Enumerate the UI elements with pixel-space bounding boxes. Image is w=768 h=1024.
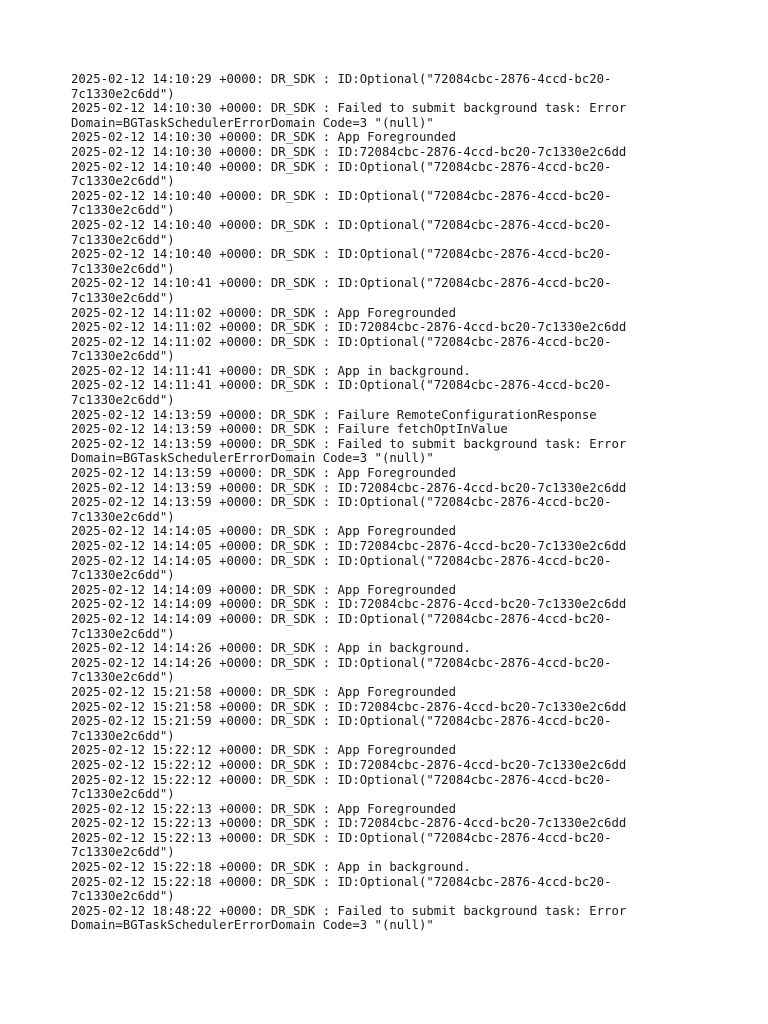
log-line: 2025-02-12 14:14:26 +0000: DR_SDK : ID:Optional("72084cbc-2876-4ccd-bc20- [71, 655, 612, 670]
log-line: 7c1330e2c6dd") [71, 568, 175, 583]
log-line: 7c1330e2c6dd") [71, 889, 175, 904]
log-line: 2025-02-12 14:14:09 +0000: DR_SDK : ID:72084cbc-2876-4ccd-bc20-7c1330e2c6dd [71, 597, 627, 612]
log-line: 2025-02-12 14:10:30 +0000: DR_SDK : ID:72084cbc-2876-4ccd-bc20-7c1330e2c6dd [71, 144, 627, 159]
log-line: 2025-02-12 14:10:40 +0000: DR_SDK : ID:Optional("72084cbc-2876-4ccd-bc20- [71, 159, 612, 174]
log-line: 2025-02-12 14:14:26 +0000: DR_SDK : App in background. [71, 641, 471, 656]
log-line: 2025-02-12 14:10:40 +0000: DR_SDK : ID:Optional("72084cbc-2876-4ccd-bc20- [71, 188, 612, 203]
log-line: 2025-02-12 14:13:59 +0000: DR_SDK : ID:Optional("72084cbc-2876-4ccd-bc20- [71, 495, 612, 510]
log-line: 2025-02-12 15:21:58 +0000: DR_SDK : ID:72084cbc-2876-4ccd-bc20-7c1330e2c6dd [71, 699, 627, 714]
log-line: 7c1330e2c6dd") [71, 393, 175, 408]
log-line: 2025-02-12 14:11:02 +0000: DR_SDK : App Foregrounded [71, 305, 456, 320]
log-line: 7c1330e2c6dd") [71, 232, 175, 247]
log-line: 2025-02-12 14:13:59 +0000: DR_SDK : Failure fetchOptInValue [71, 422, 508, 437]
log-line: 2025-02-12 14:11:41 +0000: DR_SDK : ID:Optional("72084cbc-2876-4ccd-bc20- [71, 378, 612, 393]
log-line: Domain=BGTaskSchedulerErrorDomain Code=3 "(null)" [71, 918, 434, 933]
log-line: 2025-02-12 14:11:41 +0000: DR_SDK : App in background. [71, 363, 471, 378]
log-line: 2025-02-12 15:22:18 +0000: DR_SDK : ID:Optional("72084cbc-2876-4ccd-bc20- [71, 874, 612, 889]
log-line: 2025-02-12 15:22:12 +0000: DR_SDK : ID:72084cbc-2876-4ccd-bc20-7c1330e2c6dd [71, 757, 627, 772]
log-line: 2025-02-12 15:22:13 +0000: DR_SDK : ID:Optional("72084cbc-2876-4ccd-bc20- [71, 830, 612, 845]
log-line: 2025-02-12 15:22:13 +0000: DR_SDK : App Foregrounded [71, 801, 456, 816]
log-line: 7c1330e2c6dd") [71, 86, 175, 101]
log-line: 2025-02-12 14:13:59 +0000: DR_SDK : Failed to submit background task: Error [71, 436, 627, 451]
log-line: Domain=BGTaskSchedulerErrorDomain Code=3 "(null)" [71, 451, 434, 466]
log-line: 2025-02-12 15:21:58 +0000: DR_SDK : App Foregrounded [71, 684, 456, 699]
log-line: 7c1330e2c6dd") [71, 626, 175, 641]
log-line: 2025-02-12 15:21:59 +0000: DR_SDK : ID:Optional("72084cbc-2876-4ccd-bc20- [71, 714, 612, 729]
log-line: 7c1330e2c6dd") [71, 261, 175, 276]
log-line: 2025-02-12 14:10:30 +0000: DR_SDK : App Foregrounded [71, 130, 456, 145]
log-line: 7c1330e2c6dd") [71, 845, 175, 860]
log-line: 2025-02-12 14:11:02 +0000: DR_SDK : ID:72084cbc-2876-4ccd-bc20-7c1330e2c6dd [71, 320, 627, 335]
log-line: 2025-02-12 18:48:22 +0000: DR_SDK : Failed to submit background task: Error [71, 903, 627, 918]
log-line: 2025-02-12 14:13:59 +0000: DR_SDK : Failure RemoteConfigurationResponse [71, 407, 597, 422]
log-line: 2025-02-12 14:14:09 +0000: DR_SDK : App Foregrounded [71, 582, 456, 597]
log-text-block [71, 72, 751, 933]
log-line: 2025-02-12 15:22:18 +0000: DR_SDK : App in background. [71, 860, 471, 875]
log-line: 7c1330e2c6dd") [71, 174, 175, 189]
log-line: 2025-02-12 14:14:05 +0000: DR_SDK : App Foregrounded [71, 524, 456, 539]
log-line: 2025-02-12 14:10:30 +0000: DR_SDK : Failed to submit background task: Error [71, 101, 627, 116]
log-line: 7c1330e2c6dd") [71, 203, 175, 218]
log-line: 2025-02-12 14:10:40 +0000: DR_SDK : ID:Optional("72084cbc-2876-4ccd-bc20- [71, 217, 612, 232]
log-line: 7c1330e2c6dd") [71, 509, 175, 524]
log-line: 2025-02-12 14:14:05 +0000: DR_SDK : ID:72084cbc-2876-4ccd-bc20-7c1330e2c6dd [71, 539, 627, 553]
log-line: 2025-02-12 14:14:05 +0000: DR_SDK : ID:Optional("72084cbc-2876-4ccd-bc20- [71, 553, 612, 568]
log-line: Domain=BGTaskSchedulerErrorDomain Code=3 "(null)" [71, 115, 434, 130]
log-line: 2025-02-12 14:10:29 +0000: DR_SDK : ID:Optional("72084cbc-2876-4ccd-bc20- [71, 72, 612, 86]
log-line: 2025-02-12 14:13:59 +0000: DR_SDK : App Foregrounded [71, 466, 456, 481]
log-line: 2025-02-12 14:14:09 +0000: DR_SDK : ID:Optional("72084cbc-2876-4ccd-bc20- [71, 611, 612, 626]
log-line: 7c1330e2c6dd") [71, 787, 175, 802]
log-line: 7c1330e2c6dd") [71, 349, 175, 364]
log-line: 2025-02-12 14:10:41 +0000: DR_SDK : ID:Optional("72084cbc-2876-4ccd-bc20- [71, 276, 612, 291]
log-line: 7c1330e2c6dd") [71, 290, 175, 305]
log-line: 7c1330e2c6dd") [71, 670, 175, 685]
log-line: 7c1330e2c6dd") [71, 728, 175, 743]
log-line: 2025-02-12 14:11:02 +0000: DR_SDK : ID:Optional("72084cbc-2876-4ccd-bc20- [71, 334, 612, 349]
log-line: 2025-02-12 15:22:12 +0000: DR_SDK : App Foregrounded [71, 743, 456, 758]
log-line: 2025-02-12 15:22:12 +0000: DR_SDK : ID:Optional("72084cbc-2876-4ccd-bc20- [71, 772, 612, 787]
log-line: 2025-02-12 14:13:59 +0000: DR_SDK : ID:72084cbc-2876-4ccd-bc20-7c1330e2c6dd [71, 480, 627, 495]
log-line: 2025-02-12 15:22:13 +0000: DR_SDK : ID:72084cbc-2876-4ccd-bc20-7c1330e2c6dd [71, 816, 627, 831]
log-line: 2025-02-12 14:10:40 +0000: DR_SDK : ID:Optional("72084cbc-2876-4ccd-bc20- [71, 247, 612, 262]
